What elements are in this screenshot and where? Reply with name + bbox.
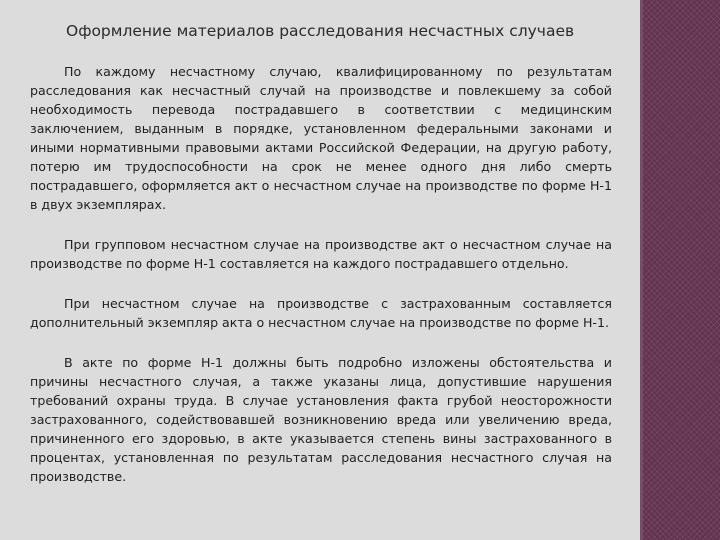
slide-title: Оформление материалов расследования несчастных случаев: [66, 22, 575, 40]
decorative-sidebar: [640, 0, 720, 540]
sidebar-edge-divider: [640, 0, 643, 540]
paragraph-insured: При несчастном случае на производстве с застрахованным составляется дополнительный экземпляр акта о несчастном случае на производстве по форме Н-1.: [30, 296, 612, 330]
slide-body: [30, 62, 612, 507]
paragraph-form-n1: По каждому несчастному случаю, квалифицированному по результатам расследования как несчастный случай на производстве и повлекшему за собой необходимость перевода пострадавшего в соответствии с медицинским заключением, выданным в порядке, установленном федеральными законами и иными нормативными правовыми актами Российской Федерации, на другую работу, потерю им трудоспособности на срок не менее одного дня либо смерть пострадавшего, оформляется акт о несчастном случае на производстве по форме Н-1 в двух экземплярах.: [30, 64, 612, 212]
paragraph-group-accident: При групповом несчастном случае на производстве акт о несчастном случае на производстве по форме Н-1 составляется на каждого пострадавшего отдельно.: [30, 237, 612, 271]
paragraph-act-contents: В акте по форме Н-1 должны быть подробно изложены обстоятельства и причины несчастного случая, а также указаны лица, допустившие нарушения требований охраны труда. В случае установления факта грубой неосторожности застрахованного, содействовавшей возникновению вреда или увеличению вреда, причиненного его здоровью, в акте указывается степень вины застрахованного в процентах, установленная по результатам расследования несчастного случая на производстве.: [30, 355, 612, 484]
